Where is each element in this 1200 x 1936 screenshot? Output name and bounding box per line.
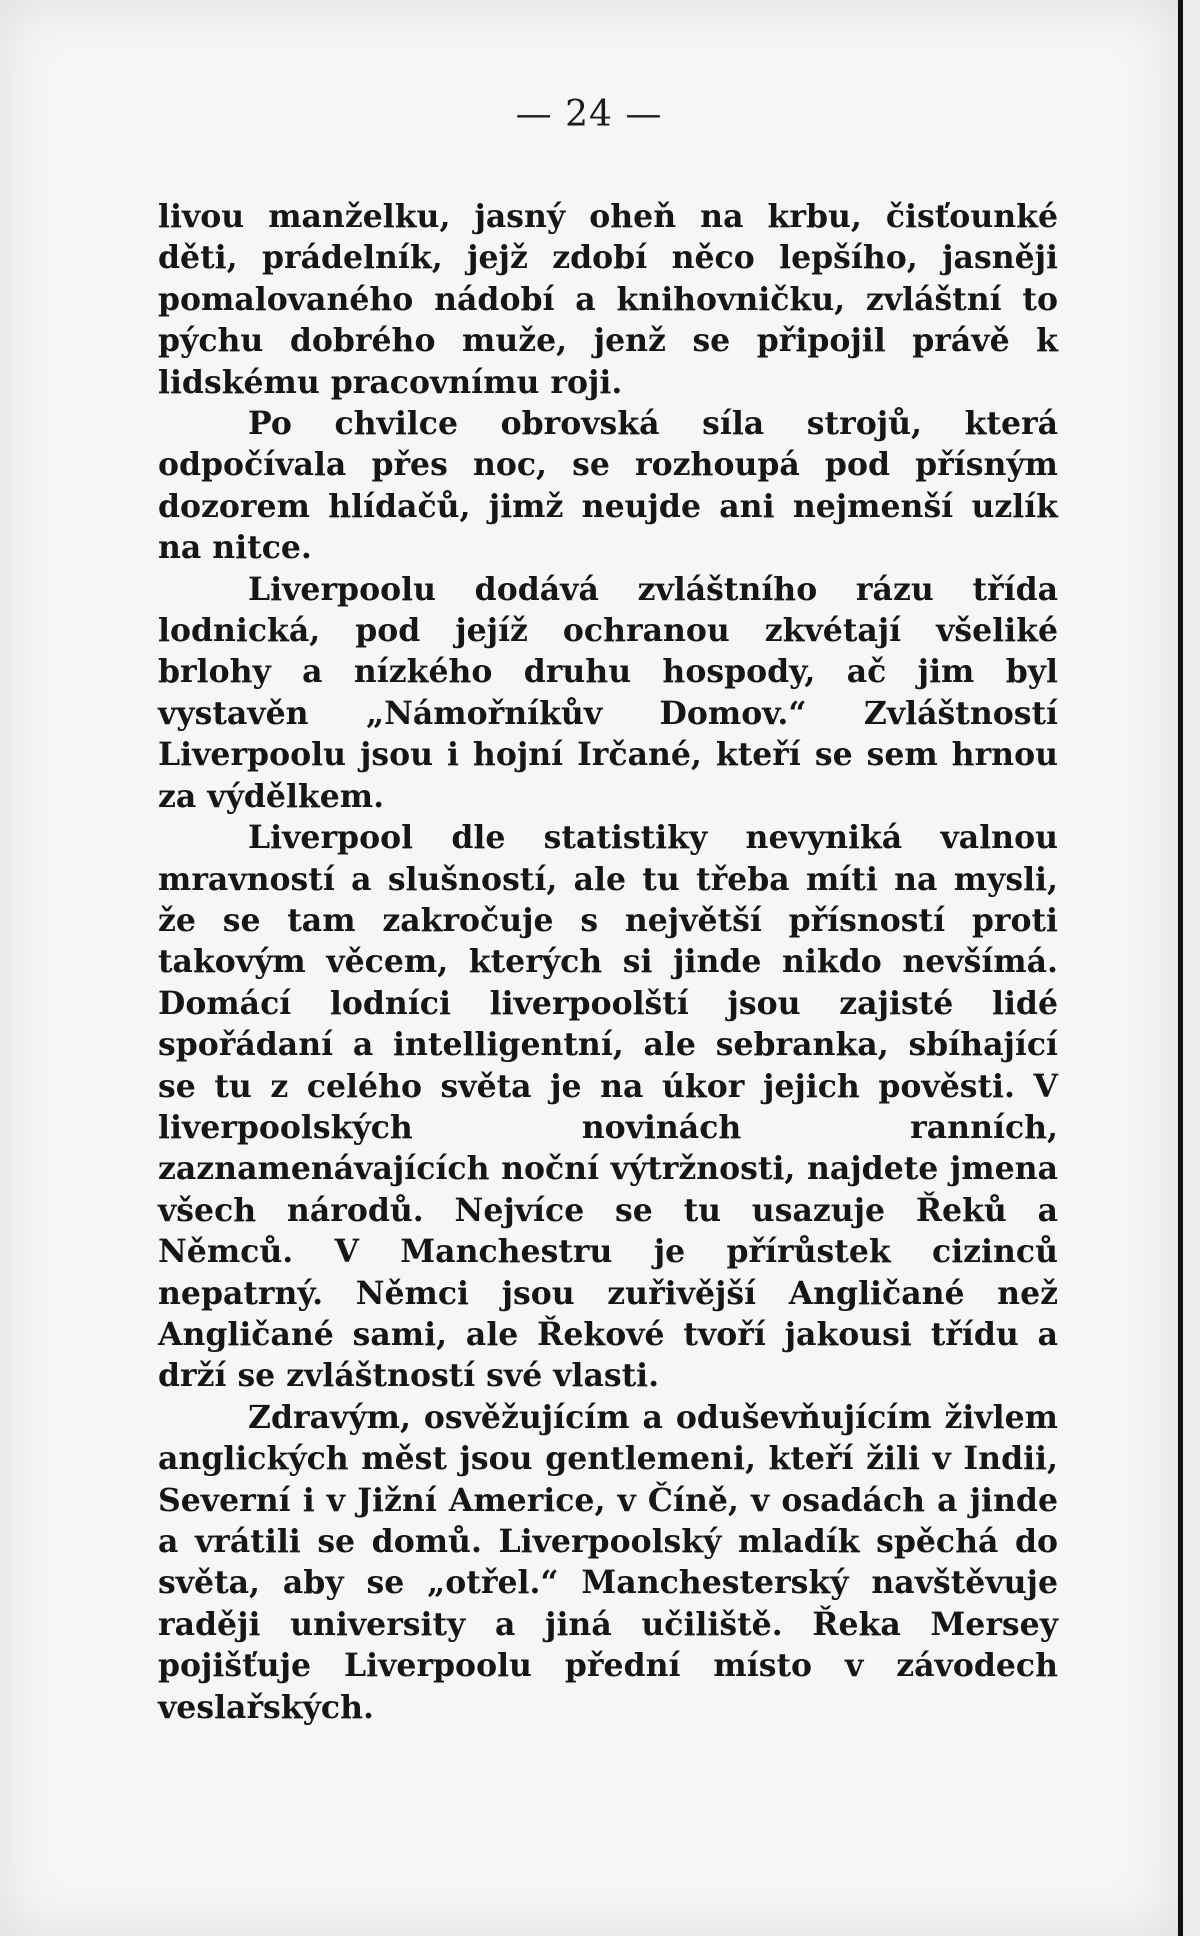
paragraph-5: Zdravým, osvěžujícím a oduševňujícím živlem anglických měst jsou gentlemeni, kteří žili v Indii, Severní i v Jižní Americe, v Číně, v osadách a jinde a vrátili se domů. Liverpoolský mladík spěchá do světa, aby se „otřel.“ Manchesterský navštěvuje raději university a jiná učiliště. Řeka Mersey pojišťuje Liverpoolu přední místo v závodech veslařských. <box>158 1398 1058 1726</box>
paragraph-1: livou manželku, jasný oheň na krbu, čisťounké děti, prádelník, jejž zdobí něco lepšího, jasněji pomalovaného nádobí a knihovničku, zvláštní to pýchu dobrého muže, jenž se připojil právě k lidskému pracovnímu roji. <box>158 198 1058 401</box>
page-edge <box>1178 0 1200 1936</box>
body-text <box>158 196 1058 1728</box>
page-number: — 24 — <box>515 94 663 135</box>
paragraph-3: Liverpoolu dodává zvláštního rázu třída lodnická, pod jejíž ochranou zkvétají všeliké brlohy a nízkého druhu hospody, ač jim byl vystavěn „Námořníkův Domov.“ Zvláštností Liverpoolu jsou i hojní Irčané, kteří se sem hrnou za výdělkem. <box>158 570 1058 815</box>
paragraph-4: Liverpool dle statistiky nevyniká valnou mravností a slušností, ale tu třeba míti na mysli, že se tam zakročuje s největší přísností proti takovým věcem, kterých si jinde nikdo nevšímá. Domácí lodníci liverpoolští jsou zajisté lidé spořádaní a intelligentní, ale sebranka, sbíhající se tu z celého světa je na úkor jejich pověsti. V liverpoolských novinách ranních, zaznamenávajících noční výtržnosti, najdete jmena všech národů. Nejvíce se tu usazuje Řeků a Němců. V Manchestru je přírůstek cizinců nepatrný. Němci jsou zuřivější Angličané než Angličané sami, ale Řekové tvoří jakousi třídu a drží se zvláštností své vlasti. <box>158 819 1058 1395</box>
paragraph-2: Po chvilce obrovská síla strojů, která odpočívala přes noc, se rozhoupá pod přísným dozorem hlídačů, jimž neujde ani nejmenší uzlík na nitce. <box>158 405 1058 567</box>
